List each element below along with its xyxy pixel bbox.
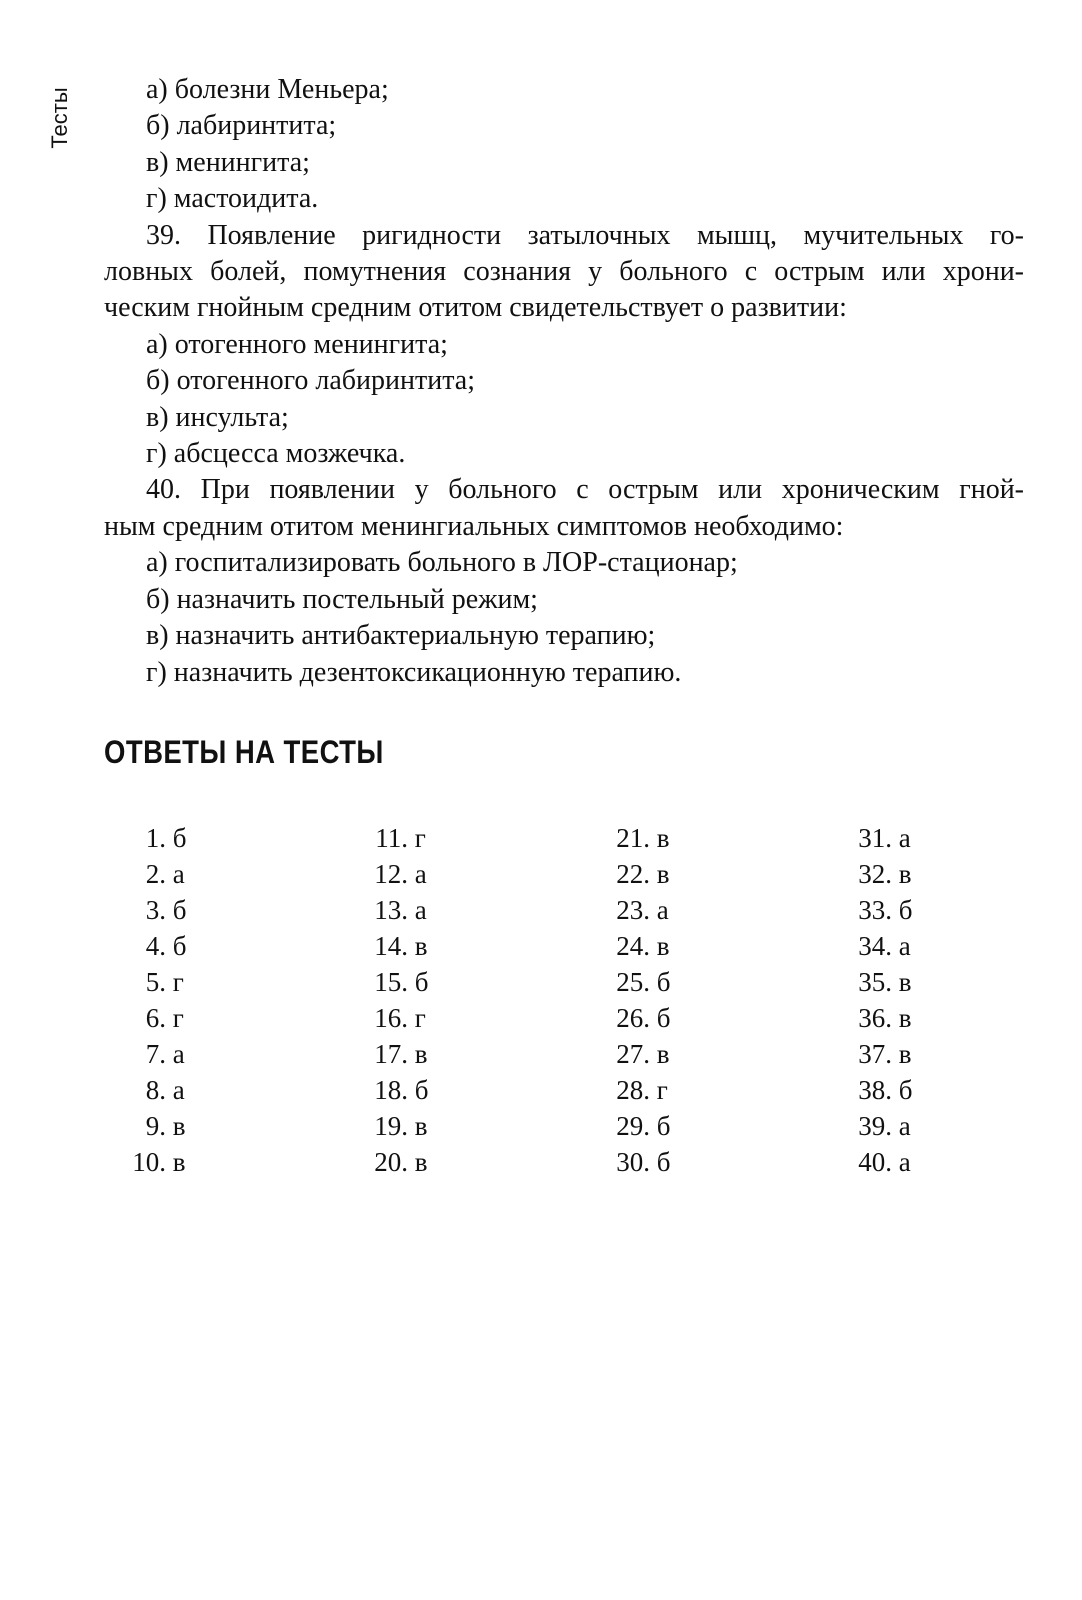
answer-item: [368, 1000, 610, 1036]
answer-item: [852, 1144, 966, 1180]
answer-letter: а: [898, 1111, 911, 1141]
answer-letter: в: [656, 859, 670, 889]
answer-letter: в: [898, 967, 912, 997]
answer-letter: в: [414, 1039, 428, 1069]
answer-number: 20.: [374, 1147, 408, 1177]
answer-letter: б: [172, 823, 187, 853]
q39-option-c: в) инсульта;: [146, 401, 289, 433]
answer-letter: в: [172, 1147, 186, 1177]
answer-item: [610, 1072, 852, 1108]
answer-letter: б: [656, 967, 671, 997]
answer-letter: а: [898, 1147, 911, 1177]
answer-item: [368, 1108, 610, 1144]
answer-number: 29.: [616, 1111, 650, 1141]
answer-number: 12.: [374, 859, 408, 889]
answer-item: [126, 820, 368, 856]
option-c: в) менингита;: [146, 146, 310, 178]
answer-item: [126, 928, 368, 964]
answer-number: 35.: [858, 967, 892, 997]
answer-number: 3.: [145, 895, 166, 925]
answer-item: [610, 892, 852, 928]
running-header-text: Тесты: [47, 87, 72, 149]
option-b: б) лабиринтита;: [146, 110, 337, 142]
answer-number: 37.: [858, 1039, 892, 1069]
answer-item: [852, 964, 966, 1000]
answer-item: [852, 856, 966, 892]
answer-letter: б: [172, 895, 187, 925]
option-a: а) болезни Меньера;: [146, 74, 389, 105]
answer-number: 19.: [374, 1111, 408, 1141]
answer-number: 4.: [145, 931, 166, 961]
answer-letter: в: [898, 1039, 912, 1069]
answer-number: 8.: [145, 1075, 166, 1105]
answer-item: [852, 928, 966, 964]
answer-number: 24.: [616, 931, 650, 961]
answer-item: [368, 1036, 610, 1072]
option-d: г) мастоидита.: [146, 183, 319, 215]
answer-number: 36.: [858, 1003, 892, 1033]
answer-item: [126, 1072, 368, 1108]
answer-letter: а: [898, 823, 911, 853]
answer-number: 28.: [616, 1075, 650, 1105]
answer-item: [852, 820, 966, 856]
answer-number: 11.: [375, 823, 408, 853]
question-39-line-2: ловных болей, помутнения сознания у больного с острым или хрони-: [104, 256, 1024, 288]
answer-letter: в: [656, 931, 670, 961]
answers-heading: ОТВЕТЫ НА ТЕСТЫ: [104, 734, 384, 770]
answer-letter: г: [172, 1003, 184, 1033]
answer-number: 33.: [858, 895, 892, 925]
answer-number: 17.: [374, 1039, 408, 1069]
answer-number: 15.: [374, 967, 408, 997]
answer-item: [610, 856, 852, 892]
answer-number: 34.: [858, 931, 892, 961]
answer-letter: г: [414, 823, 426, 853]
answer-number: 25.: [616, 967, 650, 997]
answer-number: 21.: [616, 823, 650, 853]
answer-number: 1.: [145, 823, 166, 853]
answer-number: 32.: [858, 859, 892, 889]
answers-table: [126, 820, 966, 1180]
answer-item: [610, 928, 852, 964]
answer-letter: б: [656, 1003, 671, 1033]
answer-letter: б: [898, 1075, 913, 1105]
answer-number: 13.: [374, 895, 408, 925]
answer-number: 9.: [145, 1111, 166, 1141]
answer-letter: в: [898, 1003, 912, 1033]
answer-item: [368, 964, 610, 1000]
answer-number: 30.: [616, 1147, 650, 1177]
answer-number: 31.: [858, 823, 892, 853]
answer-letter: б: [414, 967, 429, 997]
answer-item: [852, 1108, 966, 1144]
answer-item: [368, 1072, 610, 1108]
q39-option-a: а) отогенного менингита;: [146, 328, 448, 360]
answer-letter: в: [898, 859, 912, 889]
running-header-vertical: [44, 68, 76, 168]
answer-item: [368, 928, 610, 964]
answer-item: [126, 1144, 368, 1180]
answer-item: [610, 1000, 852, 1036]
answer-number: 26.: [616, 1003, 650, 1033]
answer-letter: б: [656, 1111, 671, 1141]
answer-number: 6.: [145, 1003, 166, 1033]
answer-number: 14.: [374, 931, 408, 961]
answer-item: [852, 1000, 966, 1036]
answer-item: [368, 892, 610, 928]
tests-text: [104, 72, 1024, 691]
answer-number: 2.: [145, 859, 166, 889]
answer-item: [610, 1108, 852, 1144]
answer-item: [610, 1144, 852, 1180]
answer-letter: б: [898, 895, 913, 925]
answer-item: [126, 1108, 368, 1144]
answer-item: [852, 1036, 966, 1072]
answer-item: [368, 820, 610, 856]
answer-letter: а: [656, 895, 669, 925]
q40-option-c: в) назначить антибактериальную терапию;: [146, 620, 656, 652]
answer-number: 38.: [858, 1075, 892, 1105]
answer-number: 39.: [858, 1111, 892, 1141]
answer-letter: а: [414, 895, 427, 925]
answer-number: 16.: [374, 1003, 408, 1033]
answer-item: [126, 1036, 368, 1072]
question-40: [104, 472, 1024, 545]
answer-item: [610, 820, 852, 856]
answer-letter: а: [172, 1039, 185, 1069]
answer-letter: б: [414, 1075, 429, 1105]
answer-item: [126, 964, 368, 1000]
q40-option-d: г) назначить дезентоксикационную терапию.: [146, 656, 682, 688]
answer-letter: а: [172, 1075, 185, 1105]
answer-number: 40.: [858, 1147, 892, 1177]
answer-letter: а: [898, 931, 911, 961]
question-40-line-2: ным средним отитом менингиальных симптомов необходимо:: [104, 510, 844, 542]
answer-letter: б: [172, 931, 187, 961]
answer-item: [368, 856, 610, 892]
q40-option-a: а) госпитализировать больного в ЛОР-стационар;: [146, 547, 738, 579]
answer-letter: б: [656, 1147, 671, 1177]
answer-item: [126, 1000, 368, 1036]
answer-letter: в: [656, 823, 670, 853]
answer-letter: г: [414, 1003, 426, 1033]
answer-number: 27.: [616, 1039, 650, 1069]
answer-letter: в: [172, 1111, 186, 1141]
answer-number: 18.: [374, 1075, 408, 1105]
q40-option-b: б) назначить постельный режим;: [146, 583, 538, 615]
answer-item: [368, 1144, 610, 1180]
answer-item: [610, 1036, 852, 1072]
answer-number: 23.: [616, 895, 650, 925]
q39-option-d: г) абсцесса мозжечка.: [146, 438, 406, 470]
answer-letter: г: [172, 967, 184, 997]
answer-letter: в: [414, 931, 428, 961]
answer-letter: г: [656, 1075, 668, 1105]
question-40-line-1: 40. При появлении у больного с острым или хроническим гной-: [146, 474, 1024, 506]
answer-number: 7.: [145, 1039, 166, 1069]
answer-item: [126, 856, 368, 892]
answer-letter: в: [414, 1111, 428, 1141]
answer-letter: в: [414, 1147, 428, 1177]
answer-item: [852, 892, 966, 928]
answer-number: 22.: [616, 859, 650, 889]
question-39-line-3: ческим гнойным средним отитом свидетельствует о развитии:: [104, 292, 847, 324]
answer-item: [126, 892, 368, 928]
question-39-line-1: 39. Появление ригидности затылочных мышц, мучительных го-: [146, 219, 1024, 251]
answer-number: 10.: [132, 1147, 166, 1177]
answer-item: [852, 1072, 966, 1108]
answer-number: 5.: [145, 967, 166, 997]
answer-letter: а: [172, 859, 185, 889]
answer-letter: а: [414, 859, 427, 889]
answer-letter: в: [656, 1039, 670, 1069]
question-39: [104, 218, 1024, 327]
q39-option-b: б) отогенного лабиринтита;: [146, 365, 475, 397]
answer-item: [610, 964, 852, 1000]
